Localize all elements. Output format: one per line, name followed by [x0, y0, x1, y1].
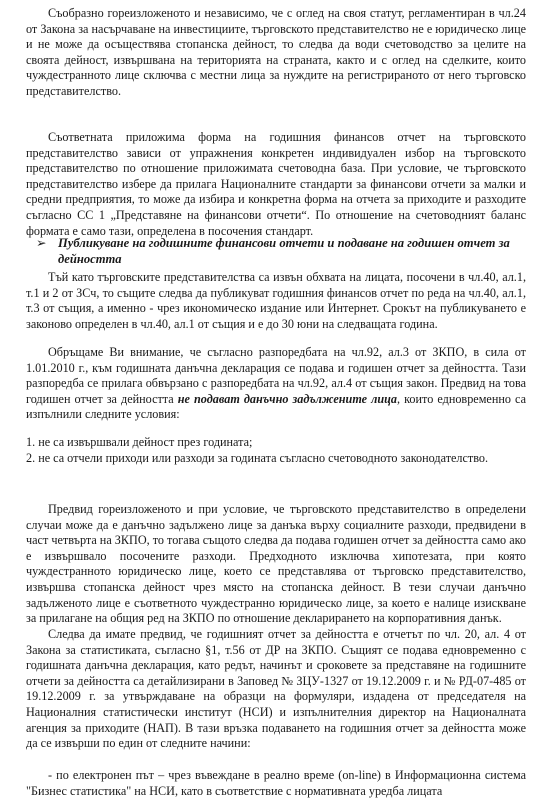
section-heading	[26, 236, 526, 267]
paragraph-report-form: Съответната приложима форма на годишния финансов отчет на търговското представителство зависи от упражнения конкретен индивидуален избор на търговското представителство по отношение приложимата счетоводна база. При условие, че търговското представителство избере да прилага Националните стандарти за финансови отчети за малки и средни предприятия, то може да избира и конкретна форма на отчета за приходите и разходите съгласно СС 1 „Представяне на финансови отчети“. По отношение на счетоводният баланс формата е само тази, определена в посочения стандарт.	[26, 130, 526, 238]
conditions-list	[26, 435, 526, 466]
paragraph-electronic-submission: - по електронен път – чрез въвеждане в реално време (on-line) в Информационна система "Бизнес статистика" на НСИ, като в съответствие с нормативната уредба лицата	[26, 768, 526, 798]
paragraph-annual-activity-report: Следва да имате предвид, че годишният отчет за дейността е отчетът по чл. 20, ал. 4 от Закона за статистиката, съгласно §1, т.56 от ДР на ЗКПО. Същият се подава едновременно с годишната данъчна декларация, като редът, начинът и сроковете за представяне на годишните отчети за дейността са детайлизирани в Заповед № ЗЦУ-1327 от 19.12.2009 г. и № РД-07-485 от 19.12.2009 г. за утвърждаване на образци на формуляри, издадена от председателя на Националния статистически институт (НСИ) и изпълнителния директор на Националната агенция за приходите (НАП). В тази връзка подаването на годишния отчет за дейността може да се извърши по един от следните начини:	[26, 627, 526, 751]
paragraph-text: , които едновременно са изпълнили следните условия:	[26, 391, 526, 422]
paragraph-social-expenses: Предвид гореизложеното и при условие, че търговското представителство в определени случаи може да е данъчно задължено лице за данъка върху социалните разходи, предвидени в част четвърта на ЗКПО, то тогава същото следва да подава годишен отчет за дейността само ако е извършвало посочените разходи. Предходното изключва хипотезата, при която чуждестранното юридическо лице, което се представлява от търговско представителство, извършва стопанска дейност чрез място на стопанска дейност. В тези случаи данъчно задълженото лице е съответното чуждестранно юридическо лице, за което е налице изискване за прилагане на общия ред на ЗКПО по отношение декларирането на корпоративния данък.	[26, 502, 526, 626]
paragraph-publication: Тъй като търговските представителства са извън обхвата на лицата, посочени в чл.40, ал.1, т.1 и 2 от ЗСч, то същите следва да публикуват годишния финансов отчет по реда на чл.40, ал.1, т.3 от същия, а именно - чрез икономическо издание или Интернет. Срокът на публикуването е законово определен в чл.40, ал.1 от същия и е до 30 юни на следващата година.	[26, 270, 526, 331]
paragraph-branch-accounting: Съобразно гореизложеното и независимо, че с оглед на своя статут, регламентиран в чл.24 от Закона за насърчаване на инвестициите, търговското представителство не е юридическо лице и не може да осъществява стопанска дейност, то следва да води счетоводство за целите на своята дейност, извършвана на територията на страната, както и с оглед на сделките, които чуждестранното лице сключва с местни лица за нуждите на регистрираното от него търговско представителство.	[26, 6, 526, 98]
paragraph-text: Обръщаме Ви внимание, че съгласно разпоредбата на чл.92, ал.3 от ЗКПО, в сила от 1.01.2010 г., към годишната данъчна декларация се подава и годишен отчет за дейността. Тази разпоредба се прилага обвързано с разпоредбата на чл.92, ал.4 от същия закон. Предвид на това годишен отчет за дейността	[26, 345, 526, 406]
arrow-bullet-icon: ➢	[36, 236, 47, 250]
paragraph-tax-declaration	[26, 345, 526, 423]
section-heading-text: Публикуване на годишните финансови отчети и подаване на годишен отчет за дейността	[58, 236, 510, 266]
list-item: 2. не са отчели приходи или разходи за годината съгласно счетоводното законодателство.	[26, 450, 489, 465]
list-item: 1. не са извършвали дейност през годината;	[26, 435, 253, 449]
emphasis-text: не подават данъчно задължените лица	[177, 391, 398, 406]
